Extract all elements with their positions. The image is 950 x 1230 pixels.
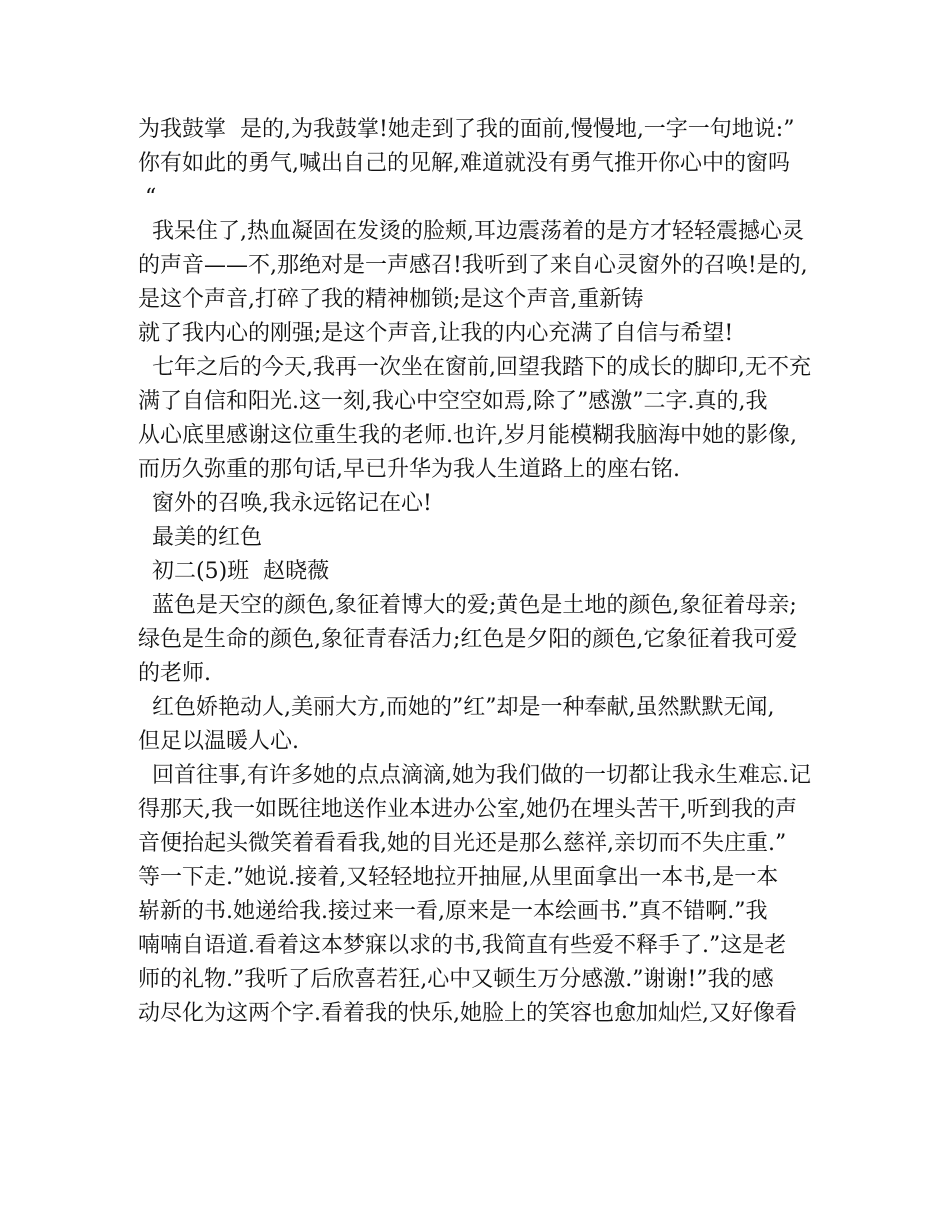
text-line: 绿色是生命的颜色,象征青春活力;红色是夕阳的颜色,它象征着我可爱 xyxy=(138,627,798,652)
text-line: 师的礼物.”我听了后欣喜若狂,心中又顿生万分感激.”谢谢!”我的感 xyxy=(138,967,774,992)
text-line: 从心底里感谢这位重生我的老师.也许,岁月能模糊我脑海中她的影像, xyxy=(138,423,797,448)
text-line: 喃喃自语道.看着这本梦寐以求的书,我简直有些爱不释手了.”这是老 xyxy=(138,933,787,958)
text-line: “ xyxy=(138,185,157,210)
section-title: 最美的红色 xyxy=(138,525,262,550)
text-line: 音便抬起头微笑着看看我,她的目光还是那么慈祥,亲切而不失庄重.” xyxy=(138,831,787,856)
text-line: 而历久弥重的那句话,早已升华为我人生道路上的座右铭. xyxy=(138,457,680,482)
text-line: 但足以温暖人心. xyxy=(138,729,299,754)
author-line: 初二(5)班 赵晓薇 xyxy=(138,559,330,584)
text-line: 得那天,我一如既往地送作业本进办公室,她仍在埋头苦干,听到我的声 xyxy=(138,797,797,822)
text-line: 等一下走.”她说.接着,又轻轻地拉开抽屉,从里面拿出一本书,是一本 xyxy=(138,865,779,890)
text-line: 满了自信和阳光.这一刻,我心中空空如焉,除了”感激”二字.真的,我 xyxy=(138,389,768,414)
text-line: 崭新的书.她递给我.接过来一看,原来是一本绘画书.”真不错啊.”我 xyxy=(138,899,768,924)
text-line: 回首往事,有许多她的点点滴滴,她为我们做的一切都让我永生难忘.记 xyxy=(138,763,811,788)
text-line: 七年之后的今天,我再一次坐在窗前,回望我踏下的成长的脚印,无不充 xyxy=(138,355,811,380)
text-line: 我呆住了,热血凝固在发烫的脸颊,耳边震荡着的是方才轻轻震撼心灵 xyxy=(138,219,804,244)
text-line: 红色娇艳动人,美丽大方,而她的”红”却是一种奉献,虽然默默无闻, xyxy=(138,695,775,720)
text-line: 是这个声音,打碎了我的精神枷锁;是这个声音,重新铸 xyxy=(138,287,644,312)
text-line: 动尽化为这两个字.看着我的快乐,她脸上的笑容也愈加灿烂,又好像看 xyxy=(138,1001,797,1026)
text-line: 就了我内心的刚强;是这个声音,让我的内心充满了自信与希望! xyxy=(138,321,734,346)
text-line: 的声音——不,那绝对是一声感召!我听到了来自心灵窗外的召唤!是的, xyxy=(138,253,808,278)
text-line: 你有如此的勇气,喊出自己的见解,难道就没有勇气推开你心中的窗吗 xyxy=(138,151,790,176)
text-line: 窗外的召唤,我永远铭记在心! xyxy=(138,491,432,516)
essay-text xyxy=(138,113,828,1031)
text-line: 蓝色是天空的颜色,象征着博大的爱;黄色是土地的颜色,象征着母亲; xyxy=(138,593,797,618)
text-line: 的老师. xyxy=(138,661,211,686)
text-line: 为我鼓掌 是的,为我鼓掌!她走到了我的面前,慢慢地,一字一句地说:” xyxy=(138,117,795,142)
